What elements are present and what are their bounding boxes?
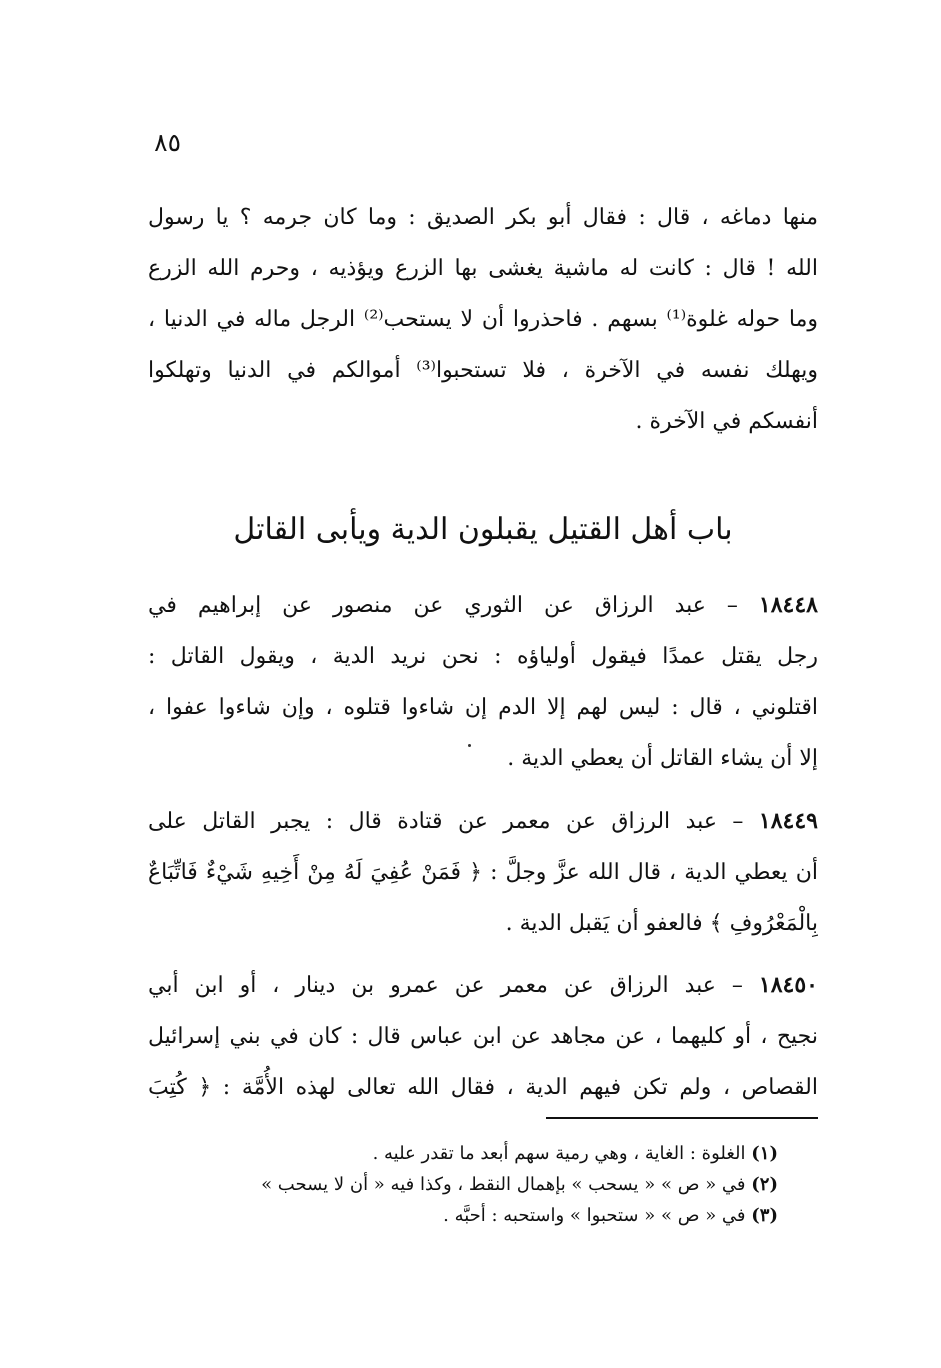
hadith-line: بِالْمَعْرُوفِ ﴾ فالعفو أن يَقبل الدية . — [505, 911, 818, 936]
hadith-line: رجل يقتل عمدًا فيقول أولياؤه : نحن نريد الدية ، ويقول القاتل : — [148, 644, 818, 669]
intro-line: وما حوله غلوة⁽¹⁾ بسهم . فاحذروا أن لا يستحب⁽²⁾ الرجل ماله في الدنيا ، — [148, 307, 818, 332]
hadith-text: – عبد الرزاق عن الثوري عن منصور عن إبراهيم في — [148, 593, 759, 618]
hadith-18450 — [148, 960, 818, 1113]
intro-paragraph — [148, 192, 818, 447]
footnote-text: الغلوة : الغاية ، وهي رمية سهم أبعد ما تقدر عليه . — [372, 1143, 752, 1164]
footnote-text: في « ص » « يسحب » بإهمال النقط ، وكذا فيه « أن لا يسحب » — [261, 1174, 752, 1195]
footnote-2 — [148, 1169, 778, 1200]
hadith-text: – عبد الرزاق عن معمر عن عمرو بن دينار ، أو ابن أبي — [148, 973, 759, 998]
hadith-number: ١٨٤٥٠ — [758, 972, 818, 998]
hadith-18449 — [148, 796, 818, 949]
footnote-1 — [148, 1138, 778, 1169]
chapter-heading: باب أهل القتيل يقبلون الدية ويأبى القاتل — [233, 512, 733, 547]
page-number: ٨٥ — [154, 128, 181, 157]
hadith-line: إلا أن يشاء القاتل أن يعطي الدية . — [507, 746, 818, 771]
intro-line: الله ! قال : كانت له ماشية يغشى بها الزرع ويؤذيه ، وحرم الله الزرع — [148, 256, 818, 281]
footnote-marker: (٣) — [751, 1205, 778, 1226]
intro-line: أنفسكم في الآخرة . — [635, 409, 818, 434]
intro-line: منها دماغه ، قال : فقال أبو بكر الصديق : وما كان جرمه ؟ يا رسول — [148, 205, 818, 230]
footnote-marker: (١) — [751, 1143, 778, 1164]
footnote-text: في « ص » « ستحبوا » واستحبه : أحبَّه . — [443, 1205, 752, 1226]
hadith-line — [148, 960, 818, 1011]
hadith-line: اقتلوني ، قال : ليس لهم إلا الدم إن شاءوا قتلوه ، وإن شاءوا عفوا ، — [148, 695, 818, 720]
hadith-line — [148, 580, 818, 631]
footnotes — [148, 1138, 778, 1231]
footnote-3 — [148, 1200, 778, 1231]
hadith-18448 — [148, 580, 818, 784]
intro-line: ويهلك نفسه في الآخرة ، فلا تستحبوا⁽³⁾ أموالكم في الدنيا وتهلكوا — [148, 358, 818, 383]
hadith-number: ١٨٤٤٩ — [758, 808, 818, 834]
scan-speck — [468, 744, 471, 747]
hadith-line: أن يعطي الدية ، قال الله عزَّ وجلَّ : ﴿ فَمَنْ عُفِيَ لَهُ مِنْ أَخِيهِ شَيْءٌ فَاتِّبَاعٌ — [148, 860, 818, 885]
footnote-marker: (٢) — [751, 1174, 778, 1195]
footnote-divider — [546, 1117, 818, 1119]
hadith-number: ١٨٤٤٨ — [758, 592, 818, 618]
hadith-line: نجيح ، أو كليهما ، عن مجاهد عن ابن عباس قال : كان في بني إسرائيل — [148, 1024, 818, 1049]
hadith-line — [148, 796, 818, 847]
hadith-line: القصاص ، ولم تكن فيهم الدية ، فقال الله تعالى لهذه الأُمَّة : ﴿ كُتِبَ — [148, 1075, 818, 1100]
hadith-text: – عبد الرزاق عن معمر عن قتادة قال : يجبر القاتل على — [148, 809, 759, 834]
